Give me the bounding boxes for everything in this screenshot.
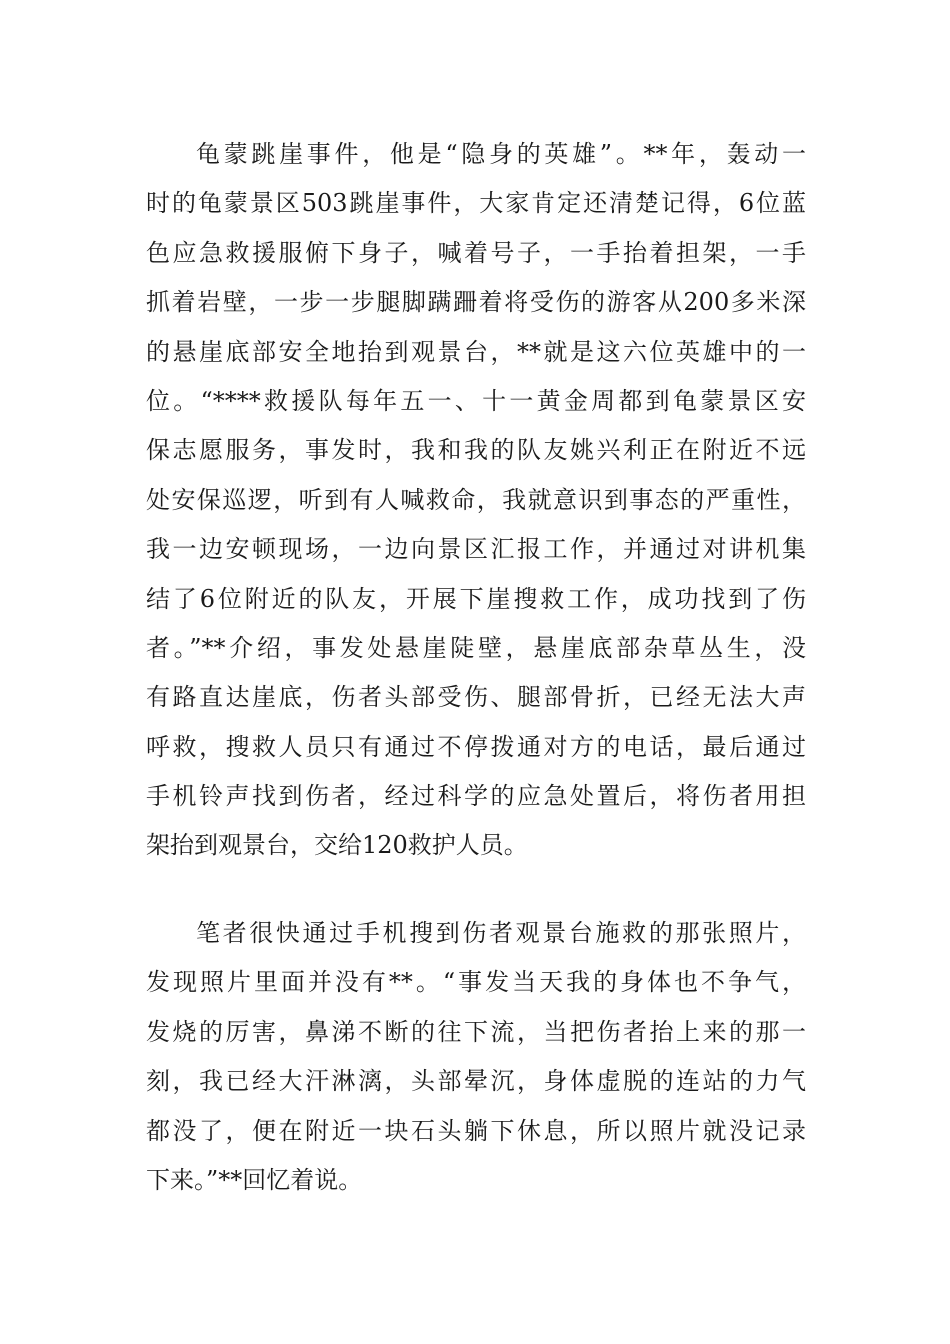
paragraph-2	[146, 909, 806, 1205]
paragraph-line: 都没了，便在附近一块石头躺下休息，所以照片就没记录	[146, 1116, 806, 1145]
paragraph-line: 时的龟蒙景区503跳崖事件，大家肯定还清楚记得，6位蓝	[146, 189, 806, 218]
paragraph-line: 保志愿服务，事发时，我和我的队友姚兴利正在附近不远	[146, 436, 806, 465]
paragraph-line: 呼救，搜救人员只有通过不停拨通对方的电话，最后通过	[146, 732, 806, 761]
paragraph-line: 色应急救援服俯下身子，喊着号子，一手抬着担架，一手	[146, 238, 806, 267]
paragraph-line: 处安保巡逻，听到有人喊救命，我就意识到事态的严重性，	[146, 485, 806, 514]
paragraph-line: 下来。”**回忆着说。	[146, 1165, 363, 1194]
paragraph-line: 我一边安顿现场，一边向景区汇报工作，并通过对讲机集	[146, 535, 806, 564]
paragraph-line: 架抬到观景台，交给120救护人员。	[146, 831, 528, 860]
paragraph-line: 刻，我已经大汗淋漓，头部晕沉，身体虚脱的连站的力气	[146, 1067, 806, 1096]
paragraph-line: 抓着岩壁，一步一步腿脚蹒跚着将受伤的游客从200多米深	[146, 288, 806, 317]
paragraph-line: 发烧的厉害，鼻涕不断的往下流，当把伤者抬上来的那一	[146, 1017, 806, 1046]
paragraph-line: 者。”**介绍，事发处悬崖陡壁，悬崖底部杂草丛生，没	[146, 633, 806, 662]
paragraph-1	[146, 130, 806, 871]
paragraph-line: 发现照片里面并没有**。“事发当天我的身体也不争气，	[146, 968, 806, 997]
paragraph-line: 结了6位附近的队友，开展下崖搜救工作，成功找到了伤	[146, 584, 806, 613]
paragraph-line: 笔者很快通过手机搜到伤者观景台施救的那张照片，	[196, 919, 806, 947]
paragraph-line: 的悬崖底部安全地抬到观景台，**就是这六位英雄中的一	[146, 337, 806, 366]
paragraph-line: 位。“****救援队每年五一、十一黄金周都到龟蒙景区安	[146, 386, 806, 415]
paragraph-line: 有路直达崖底，伤者头部受伤、腿部骨折，已经无法大声	[146, 683, 806, 712]
paragraph-line: 手机铃声找到伤者，经过科学的应急处置后，将伤者用担	[146, 782, 806, 811]
paragraph-line: 龟蒙跳崖事件，他是“隐身的英雄”。**年，轰动一	[196, 140, 806, 168]
